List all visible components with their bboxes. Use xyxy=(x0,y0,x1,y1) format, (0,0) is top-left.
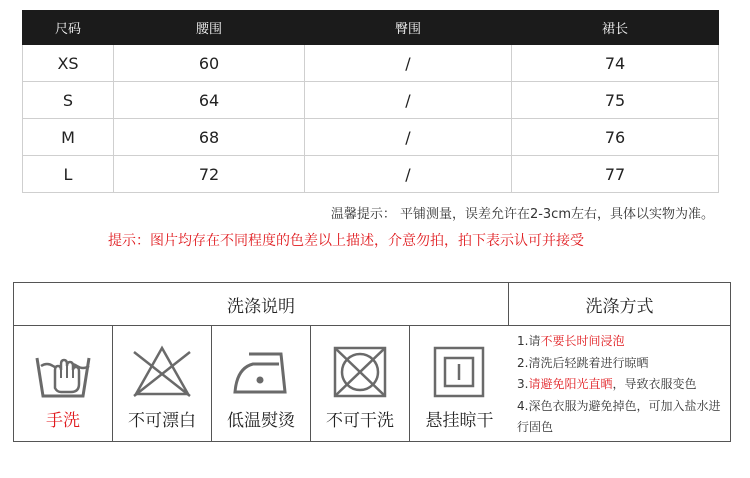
cell-size: M xyxy=(23,119,114,156)
cell-size: XS xyxy=(23,45,114,82)
care-icon-cell xyxy=(212,326,311,441)
table-row xyxy=(23,156,719,193)
icon-label-low-iron: 低温熨烫 xyxy=(227,411,295,431)
cell-skirt-length: 75 xyxy=(512,82,719,119)
care-section xyxy=(13,282,731,442)
measurement-tip: 温馨提示： 平铺测量，误差允许在2-3cm左右，具体以实物为准。 xyxy=(330,207,714,222)
care-icon-cell xyxy=(410,326,509,441)
care-instructions-title: 洗涤说明 xyxy=(14,283,509,326)
cell-hip: / xyxy=(305,156,512,193)
cell-skirt-length: 76 xyxy=(512,119,719,156)
table-row xyxy=(23,45,719,82)
low-iron-icon xyxy=(231,344,291,400)
header-size: 尺码 xyxy=(23,11,114,45)
care-icons xyxy=(14,326,509,441)
cell-size: L xyxy=(23,156,114,193)
icon-label-hand-wash: 手洗 xyxy=(46,411,80,431)
method-item: 4.深色衣服为避免掉色，可加入盐水进行固色 xyxy=(517,398,721,434)
cell-waist: 68 xyxy=(114,119,305,156)
cell-hip: / xyxy=(305,82,512,119)
cell-skirt-length: 77 xyxy=(512,156,719,193)
icon-label-no-bleach: 不可漂白 xyxy=(128,411,196,431)
size-table xyxy=(22,10,719,193)
method-item: 1.请不要长时间浸泡 xyxy=(517,334,625,348)
cell-size: S xyxy=(23,82,114,119)
care-icon-cell xyxy=(14,326,113,441)
header-hip: 臀围 xyxy=(305,11,512,45)
cell-hip: / xyxy=(305,45,512,82)
cell-waist: 60 xyxy=(114,45,305,82)
size-table-header xyxy=(23,11,719,45)
header-skirt-length: 裙长 xyxy=(512,11,719,45)
method-item: 3.请避免阳光直晒，导致衣服变色 xyxy=(517,377,697,391)
no-dry-clean-icon xyxy=(330,344,390,400)
method-item: 2.清洗后轻跳着进行晾晒 xyxy=(517,355,649,370)
no-bleach-icon xyxy=(132,344,192,400)
method-highlight: 不要长时间浸泡 xyxy=(540,334,625,348)
color-difference-warning: 提示：图片均存在不同程度的色差以上描述，介意勿拍，拍下表示认可并接受 xyxy=(108,233,584,249)
care-icon-cell xyxy=(311,326,410,441)
hang-dry-icon xyxy=(429,344,489,400)
care-method-list xyxy=(509,326,730,441)
icon-label-no-dry-clean: 不可干洗 xyxy=(326,411,394,431)
table-row xyxy=(23,119,719,156)
table-row xyxy=(23,82,719,119)
cell-waist: 64 xyxy=(114,82,305,119)
icon-label-hang-dry: 悬挂晾干 xyxy=(425,411,494,431)
cell-waist: 72 xyxy=(114,156,305,193)
method-highlight: 请避免阳光直晒 xyxy=(528,377,613,391)
care-method-title: 洗涤方式 xyxy=(509,283,730,326)
hand-wash-icon xyxy=(33,344,93,400)
cell-hip: / xyxy=(305,119,512,156)
header-waist: 腰围 xyxy=(114,11,305,45)
cell-skirt-length: 74 xyxy=(512,45,719,82)
care-icon-cell xyxy=(113,326,212,441)
